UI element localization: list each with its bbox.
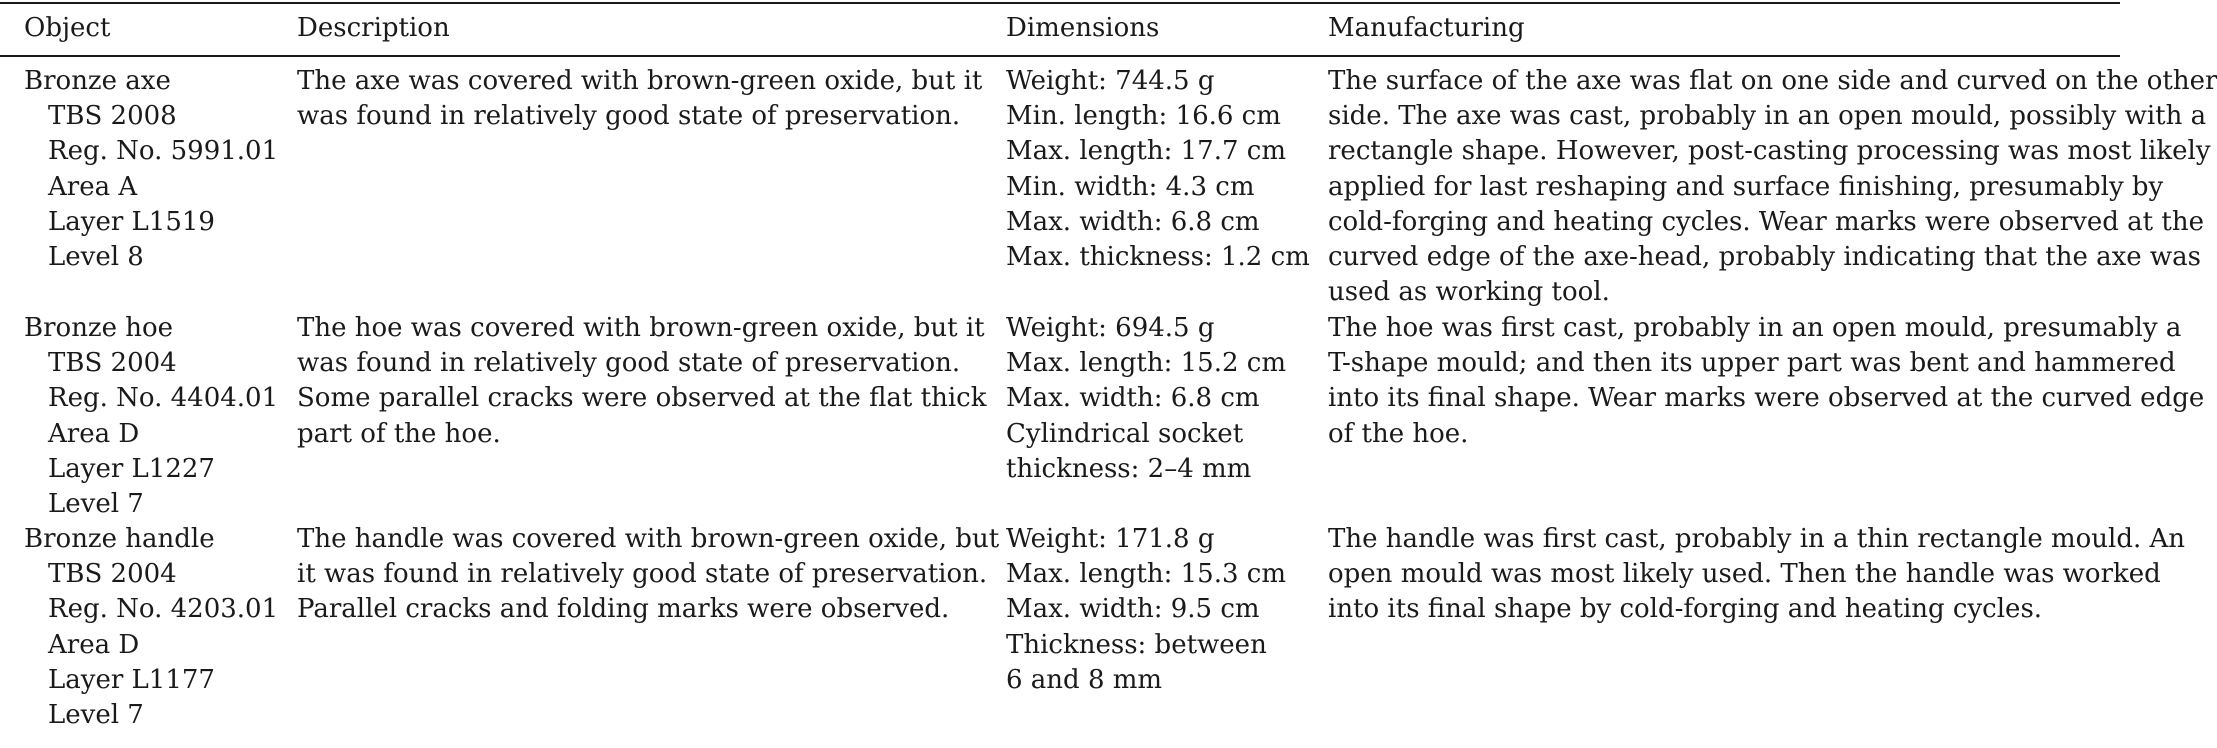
description-line: it was found in relatively good state of preservation.	[297, 559, 988, 590]
object-name: Bronze axe	[24, 66, 171, 96]
object-name: Bronze handle	[24, 524, 215, 554]
description-line: was found in relatively good state of preservation.	[297, 348, 961, 379]
manufacturing-line: The surface of the axe was flat on one side and curved on the other	[1328, 66, 2217, 96]
manufacturing-line: into its final shape. Wear marks were observed at the curved edge	[1328, 383, 2205, 414]
object-reg-no: Reg. No. 5991.01	[48, 136, 279, 167]
dimensions-cell	[1006, 311, 1286, 487]
dimension-line: Max. thickness: 1.2 cm	[1006, 241, 1310, 272]
manufacturing-line: open mould was most likely used. Then the handle was worked	[1328, 559, 2161, 590]
description-line: Parallel cracks and folding marks were observed.	[297, 594, 950, 625]
manufacturing-line: The hoe was first cast, probably in an open mould, presumably a	[1328, 313, 2182, 343]
object-name: Bronze hoe	[24, 313, 174, 343]
object-level: Level 8	[48, 241, 144, 272]
object-reg-no: Reg. No. 4203.01	[48, 594, 279, 625]
dimension-line: Min. width: 4.3 cm	[1006, 171, 1255, 202]
description-cell	[297, 522, 999, 628]
dimension-line: Max. width: 6.8 cm	[1006, 383, 1260, 414]
table-header-rule	[0, 55, 2120, 57]
object-layer: Layer L1177	[48, 664, 215, 695]
header-manufacturing: Manufacturing	[1328, 13, 1525, 43]
object-level: Level 7	[48, 488, 144, 519]
table-header	[0, 11, 2120, 47]
object-site: TBS 2004	[48, 348, 177, 379]
manufacturing-cell	[1328, 64, 2217, 310]
object-area: Area D	[48, 418, 140, 449]
manufacturing-cell	[1328, 487, 2185, 628]
object-reg-no: Reg. No. 4404.01	[48, 383, 279, 414]
object-layer: Layer L1227	[48, 453, 215, 484]
description-line: The hoe was covered with brown-green oxide, but it	[297, 313, 985, 343]
dimension-line: Max. length: 15.3 cm	[1006, 559, 1286, 590]
object-level: Level 7	[48, 699, 144, 730]
object-area: Area D	[48, 629, 140, 660]
object-cell	[24, 64, 278, 275]
dimension-line: Cylindrical socket	[1006, 418, 1244, 449]
description-line: The axe was covered with brown-green oxide, but it	[297, 66, 983, 96]
manufacturing-line	[1328, 487, 2185, 522]
description-line: was found in relatively good state of preservation.	[297, 101, 961, 132]
manufacturing-line: curved edge of the axe-head, probably indicating that the axe was	[1328, 241, 2202, 272]
manufacturing-line: side. The axe was cast, probably in an open mould, possibly with a	[1328, 101, 2207, 132]
dimension-line: 6 and 8 mm	[1006, 664, 1163, 695]
object-cell	[24, 311, 278, 522]
description-cell	[297, 311, 986, 452]
manufacturing-line: into its final shape by cold-forging and heating cycles.	[1328, 594, 2043, 625]
manufacturing-line: rectangle shape. However, post-casting processing was most likely	[1328, 136, 2211, 167]
dimension-line: Weight: 744.5 g	[1006, 66, 1215, 96]
object-site: TBS 2008	[48, 101, 177, 132]
header-object: Object	[24, 13, 111, 43]
object-layer: Layer L1519	[48, 206, 215, 237]
dimension-line: Max. length: 17.7 cm	[1006, 136, 1286, 167]
dimension-line: Thickness: between	[1006, 629, 1267, 660]
manufacturing-line: The handle was first cast, probably in a thin rectangle mould. An	[1328, 524, 2186, 554]
dimension-line: thickness: 2–4 mm	[1006, 453, 1252, 484]
dimension-line: Max. width: 6.8 cm	[1006, 206, 1260, 237]
dimension-line: Max. width: 9.5 cm	[1006, 594, 1260, 625]
manufacturing-line: applied for last reshaping and surface finishing, presumably by	[1328, 171, 2164, 202]
manufacturing-line: cold-forging and heating cycles. Wear marks were observed at the	[1328, 206, 2204, 237]
dimension-line: Weight: 694.5 g	[1006, 313, 1215, 343]
object-area: Area A	[48, 171, 138, 202]
description-line: Some parallel cracks were observed at the flat thick	[297, 383, 987, 414]
dimension-line: Weight: 171.8 g	[1006, 524, 1215, 554]
table-top-rule	[0, 2, 2120, 4]
header-dimensions: Dimensions	[1006, 13, 1160, 43]
manufacturing-line: used as working tool.	[1328, 277, 1610, 308]
manufacturing-line: T-shape mould; and then its upper part was bent and hammered	[1328, 348, 2176, 379]
dimensions-cell	[1006, 522, 1286, 698]
description-line: part of the hoe.	[297, 418, 501, 449]
dimension-line: Min. length: 16.6 cm	[1006, 101, 1281, 132]
object-cell	[24, 522, 278, 733]
manufacturing-cell	[1328, 311, 2204, 452]
object-site: TBS 2004	[48, 559, 177, 590]
dimensions-cell	[1006, 64, 1310, 275]
header-description: Description	[297, 13, 450, 43]
manufacturing-line: of the hoe.	[1328, 418, 1469, 449]
description-line: The handle was covered with brown-green oxide, but	[297, 524, 1000, 554]
dimension-line: Max. length: 15.2 cm	[1006, 348, 1286, 379]
description-cell	[297, 64, 982, 134]
